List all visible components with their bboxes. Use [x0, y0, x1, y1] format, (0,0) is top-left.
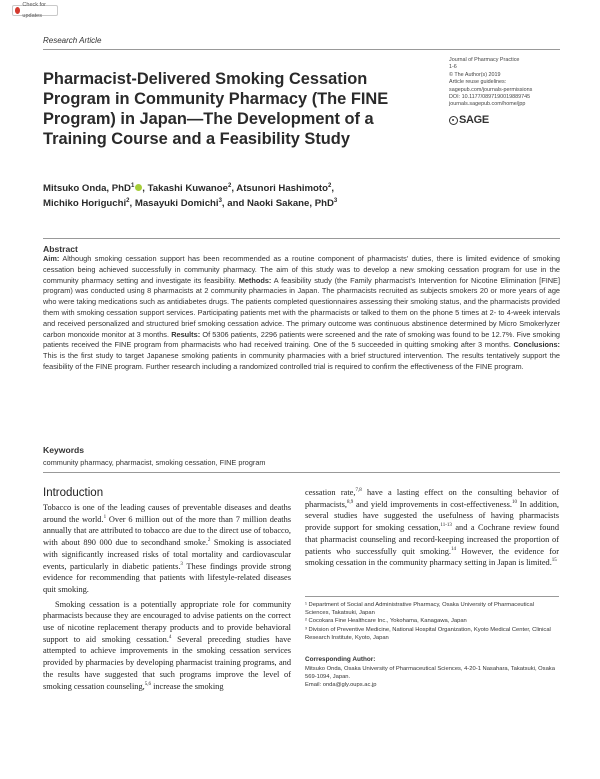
affiliation-1: ¹ Department of Social and Administrative Pharmacy, Osaka University of Pharmaceutical Sciences, Takatsuki, Japan	[305, 602, 534, 617]
text-run: increase the smoking	[150, 681, 224, 691]
reuse-link[interactable]: sagepub.com/journals-permissions	[449, 86, 533, 93]
copyright: © The Author(s) 2019	[449, 71, 501, 78]
results-label: Results:	[171, 329, 201, 339]
author-5-affil: 3	[218, 197, 222, 204]
journal-link[interactable]: journals.sagepub.com/home/jpp	[449, 101, 526, 108]
citation[interactable]: 10	[511, 499, 517, 505]
conclusions-text: This is the first study to target Japanese smoking patients in community pharmacies with a brief structured intervention. The results tentatively support the feasibility of the FINE program. Further research including a randomized controlled trial is required to confirm the effectiveness of the FINE program.	[43, 351, 560, 371]
text-run: Over 6 million out of the more than 7 million deaths annually that are attributed to tobacco are due to the direct use of tobacco, with about 890 000 due to secondhand smoke.	[43, 514, 292, 548]
author-2-affil: 2	[227, 182, 232, 189]
author-6-affil: 3	[333, 197, 338, 204]
aim-label: Aim:	[43, 254, 60, 263]
introduction-heading: Introduction	[43, 487, 104, 499]
citation[interactable]: 3	[180, 561, 183, 567]
citation[interactable]: 2	[207, 538, 211, 544]
citation[interactable]: 15	[551, 558, 557, 564]
corresponding-address: Mitsuko Onda, Osaka University of Pharmaceutical Sciences, 4-20-1 Nasahara, Takatsuki, Osaka 569-1094, Japan.	[305, 666, 555, 681]
check-for-updates-badge[interactable]	[12, 1, 58, 19]
keywords-text: community pharmacy, pharmacist, smoking cessation, FINE program	[43, 458, 266, 467]
body-column-right	[305, 487, 559, 569]
corresponding-email[interactable]: Email: onda@gly.oups.ac.jp	[305, 682, 377, 689]
paper-title: Pharmacist-Delivered Smoking Cessation Program in Community Pharmacy (The FINE Program) in Japan—The Development of a Training Course and a Feasibility Study	[43, 70, 389, 148]
intro-paragraph-1	[43, 502, 291, 596]
author-1: Mitsuko Onda, PhD	[43, 183, 131, 194]
text-run: and yield improvements in cost-effectiveness.	[353, 499, 512, 509]
intro-paragraph-2	[43, 599, 291, 693]
keywords-heading: Keywords	[43, 445, 85, 455]
text-run: Smoking cessation is a potentially appropriate role for community pharmacists because they are encouraged to advise patients on the correct use of nicotine replacement therapy products and to provide behavioral support to aid smoking cessation.	[43, 599, 291, 644]
methods-text: A feasibility study (the Family pharmacist's Intervention for Nicotine Elimination [FINE] program) was conducted using 8 pharmacists at 2 community pharmacies in Japan. The pharmacists recruited as subjects smokers 20 or more years of age who were taking medications such as antidiabetes drugs. The patients completed questionnaires assessing their smoking status, and the pharmacists provided them with smoking cessation support services. Participating patients met with the pharmacists or talked to them on the phone 5 times at 2- to 4-week intervals and received personalized and structured brief smoking cessation advice. The primary outcome was continuous abstinence determined by Micro Smokerlyzer carbon monoxide monitor at 3 months.	[43, 275, 560, 339]
journal-name: Journal of Pharmacy Practice	[449, 57, 520, 63]
author-list: Mitsuko Onda, PhD$^1$ , Takashi Kuwanoe$^2$, Atsunori Hashimoto$^2$, Michiko Horiguchi$^2$, Masayuki Domichi$^3$, and Naoki Sakane, PhD$^3$	[43, 182, 338, 209]
body-column-left	[43, 502, 291, 692]
text-run: These findings provide strong evidence for recommending that patients with lifestyle-related diseases quit smoking.	[43, 561, 292, 594]
reuse-guidelines: Article reuse guidelines:	[449, 79, 507, 86]
journal-info	[449, 57, 569, 109]
author-1-affil: 1	[130, 182, 135, 189]
author-2: Takashi Kuwanoe	[147, 183, 228, 194]
text-run: cessation rate,	[305, 488, 356, 497]
citation[interactable]: 7,8	[355, 488, 362, 494]
aim-text: Although smoking cessation support has been recommended as a routine component of pharmacists' duties, there is limited evidence of smoking cessation being achieved successfully in community pharmacy. The aim of this study was to develop a new smoking cessation program for use in the community pharmacy setting and investigate its feasibility.	[43, 254, 560, 285]
author-4-affil: 2	[126, 197, 130, 204]
keywords-divider	[43, 472, 560, 473]
citation[interactable]: 5,6	[144, 681, 151, 687]
results-text: Of 5306 patients, 2296 patients were screened and the rate of smoking was found to be 12.7%. Five smoking patients received the FINE program from pharmacists who had received training. One of the 5 succeeded in quitting smoking after 3 months.	[43, 329, 560, 350]
publisher-name: SAGE	[459, 114, 489, 126]
citation[interactable]: 4	[168, 634, 172, 640]
citation[interactable]: 1	[103, 514, 107, 520]
text-run: have a lasting effect on the consulting behavior of pharmacists,	[305, 488, 559, 509]
abstract-heading: Abstract	[43, 244, 78, 254]
text-run: Smoking is associated with significantly increased risks of total mortality and cardiovascular events, particularly in diabetic patients.	[43, 538, 291, 571]
affiliation-2: ² Cocokara Fine Healthcare Inc., Yokohama, Kanagawa, Japan	[305, 618, 467, 625]
author-6: and Naoki Sakane, PhD	[227, 198, 334, 209]
publisher-logo	[449, 114, 489, 126]
citation[interactable]: 11-13	[440, 523, 452, 529]
corresponding-author-heading: Corresponding Author:	[305, 656, 376, 663]
corresponding-author	[305, 665, 559, 690]
footnote-divider	[305, 596, 559, 597]
citation[interactable]: 14	[451, 546, 456, 552]
author-5: Masayuki Domichi	[134, 198, 219, 209]
top-divider	[43, 49, 560, 50]
author-3-affil: 2	[327, 182, 332, 189]
affiliations	[305, 601, 559, 642]
text-run: In addition, several studies have suggested the usefulness of having pharmacists provide support for smoking cessation,	[305, 499, 559, 533]
author-3: Atsunori Hashimoto	[236, 183, 328, 194]
author-4: Michiko Horiguchi	[43, 198, 127, 209]
sage-logo-icon	[449, 116, 458, 125]
text-run: Tobacco is one of the leading causes of preventable diseases and deaths around the world.	[43, 503, 291, 524]
citation[interactable]: 8,9	[346, 499, 354, 505]
orcid-icon[interactable]	[135, 184, 142, 191]
abstract-body	[43, 254, 560, 373]
conclusions-label: Conclusions:	[513, 340, 560, 350]
text-run: and a Cochrane review found that pharmacist counseling and record-keeping increased the proportion of patients who successfully quit smoking.	[305, 523, 559, 556]
doi[interactable]: DOI: 10.1177/0897190019889745	[449, 94, 531, 101]
journal-pages: 1-6	[449, 64, 457, 71]
intro-paragraph-2-continued	[305, 487, 559, 569]
affiliation-3: ³ Division of Preventive Medicine, National Hospital Organization, Kyoto Medical Center, Clinical Research Institute, Kyoto, Japan	[305, 626, 551, 641]
text-run: However, the evidence for smoking cessation in the community pharmacy setting in Japan is limited.	[305, 546, 559, 568]
abstract-divider	[43, 238, 560, 239]
update-icon	[15, 7, 20, 14]
methods-label: Methods:	[238, 275, 272, 285]
article-type: Research Article	[43, 36, 102, 45]
badge-label: Check for updates	[22, 1, 46, 19]
text-run: Several preceding studies have attempted to achieve improvements in the smoking cessation services provided by pharmacies by developing pharmacist training programs, and the results have suggested that such programs improve the level of smoking cessation counseling,	[43, 634, 291, 691]
